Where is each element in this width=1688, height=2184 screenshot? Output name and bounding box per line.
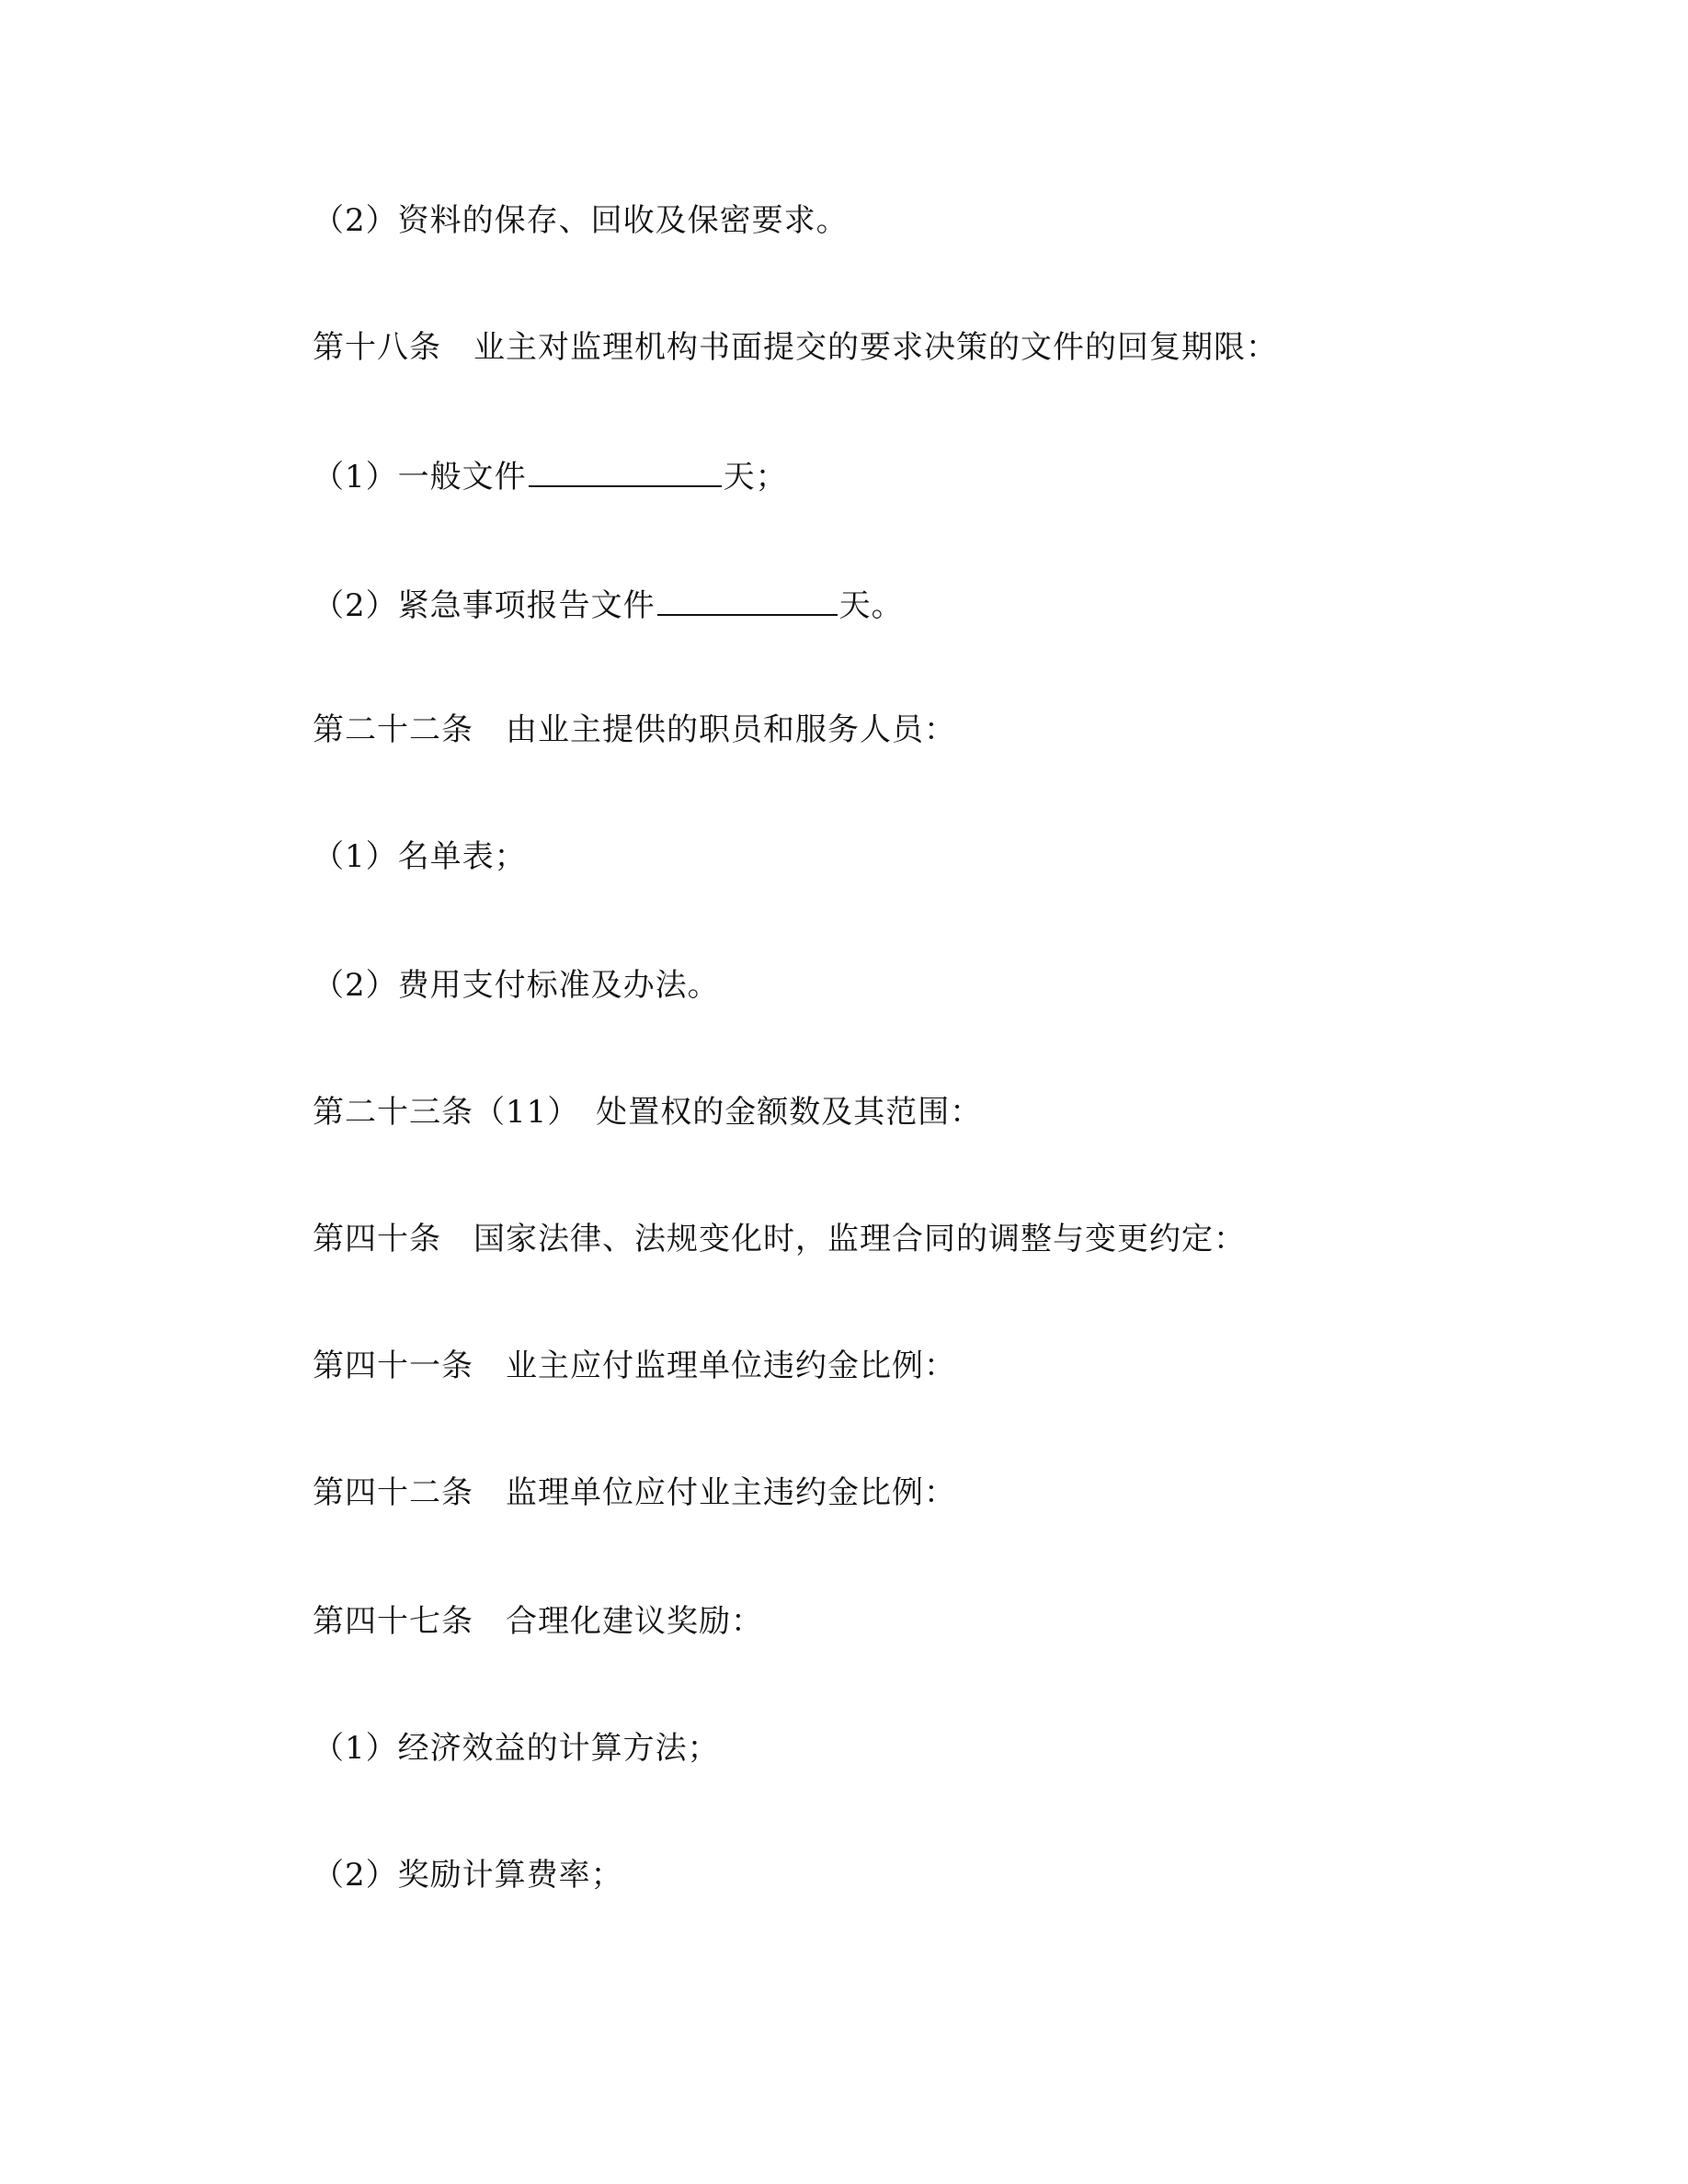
line-text: 第四十条 国家法律、法规变化时，监理合同的调整与变更约定：: [313, 1221, 1246, 1257]
line-text: 第十八条 业主对监理机构书面提交的要求决策的文件的回复期限：: [313, 329, 1278, 366]
line-text: （1）名单表；: [313, 838, 527, 875]
line-text: （1）经济效益的计算方法；: [313, 1730, 720, 1767]
line-text: 第二十二条 由业主提供的职员和服务人员：: [313, 711, 956, 748]
clause-18-item-urgent-reports: [313, 583, 904, 626]
line-text: （2）费用支付标准及办法。: [313, 967, 720, 1004]
clause-47-item-reward-rate: [313, 1855, 623, 1895]
clause-item-data-storage: [313, 200, 849, 241]
clause-41-heading: [313, 1346, 956, 1386]
clause-18-heading: [313, 327, 1278, 368]
line-text: 第四十一条 业主应付监理单位违约金比例：: [313, 1348, 956, 1384]
clause-22-heading: [313, 710, 956, 750]
line-text-before: （1）一般文件: [313, 459, 527, 495]
clause-47-item-calculation-method: [313, 1728, 720, 1769]
clause-22-item-payment-standard: [313, 965, 720, 1006]
clause-22-item-name-list: [313, 836, 527, 877]
clause-42-heading: [313, 1473, 956, 1513]
line-text: 第二十三条（11） 处置权的金额数及其范围：: [313, 1094, 983, 1131]
clause-47-heading: [313, 1601, 763, 1642]
clause-40-heading: [313, 1219, 1246, 1259]
line-text: 第四十七条 合理化建议奖励：: [313, 1603, 763, 1640]
fill-in-blank[interactable]: [529, 454, 722, 487]
clause-23-heading: [313, 1092, 982, 1132]
line-text-before: （2）紧急事项报告文件: [313, 587, 656, 624]
line-text-after: 天。: [838, 587, 904, 624]
fill-in-blank[interactable]: [657, 583, 838, 616]
line-text: （2）奖励计算费率；: [313, 1857, 623, 1894]
line-text-after: 天；: [723, 459, 788, 495]
clause-18-item-general-documents: [313, 454, 788, 497]
line-text: （2）资料的保存、回收及保密要求。: [313, 202, 849, 239]
line-text: 第四十二条 监理单位应付业主违约金比例：: [313, 1474, 956, 1511]
